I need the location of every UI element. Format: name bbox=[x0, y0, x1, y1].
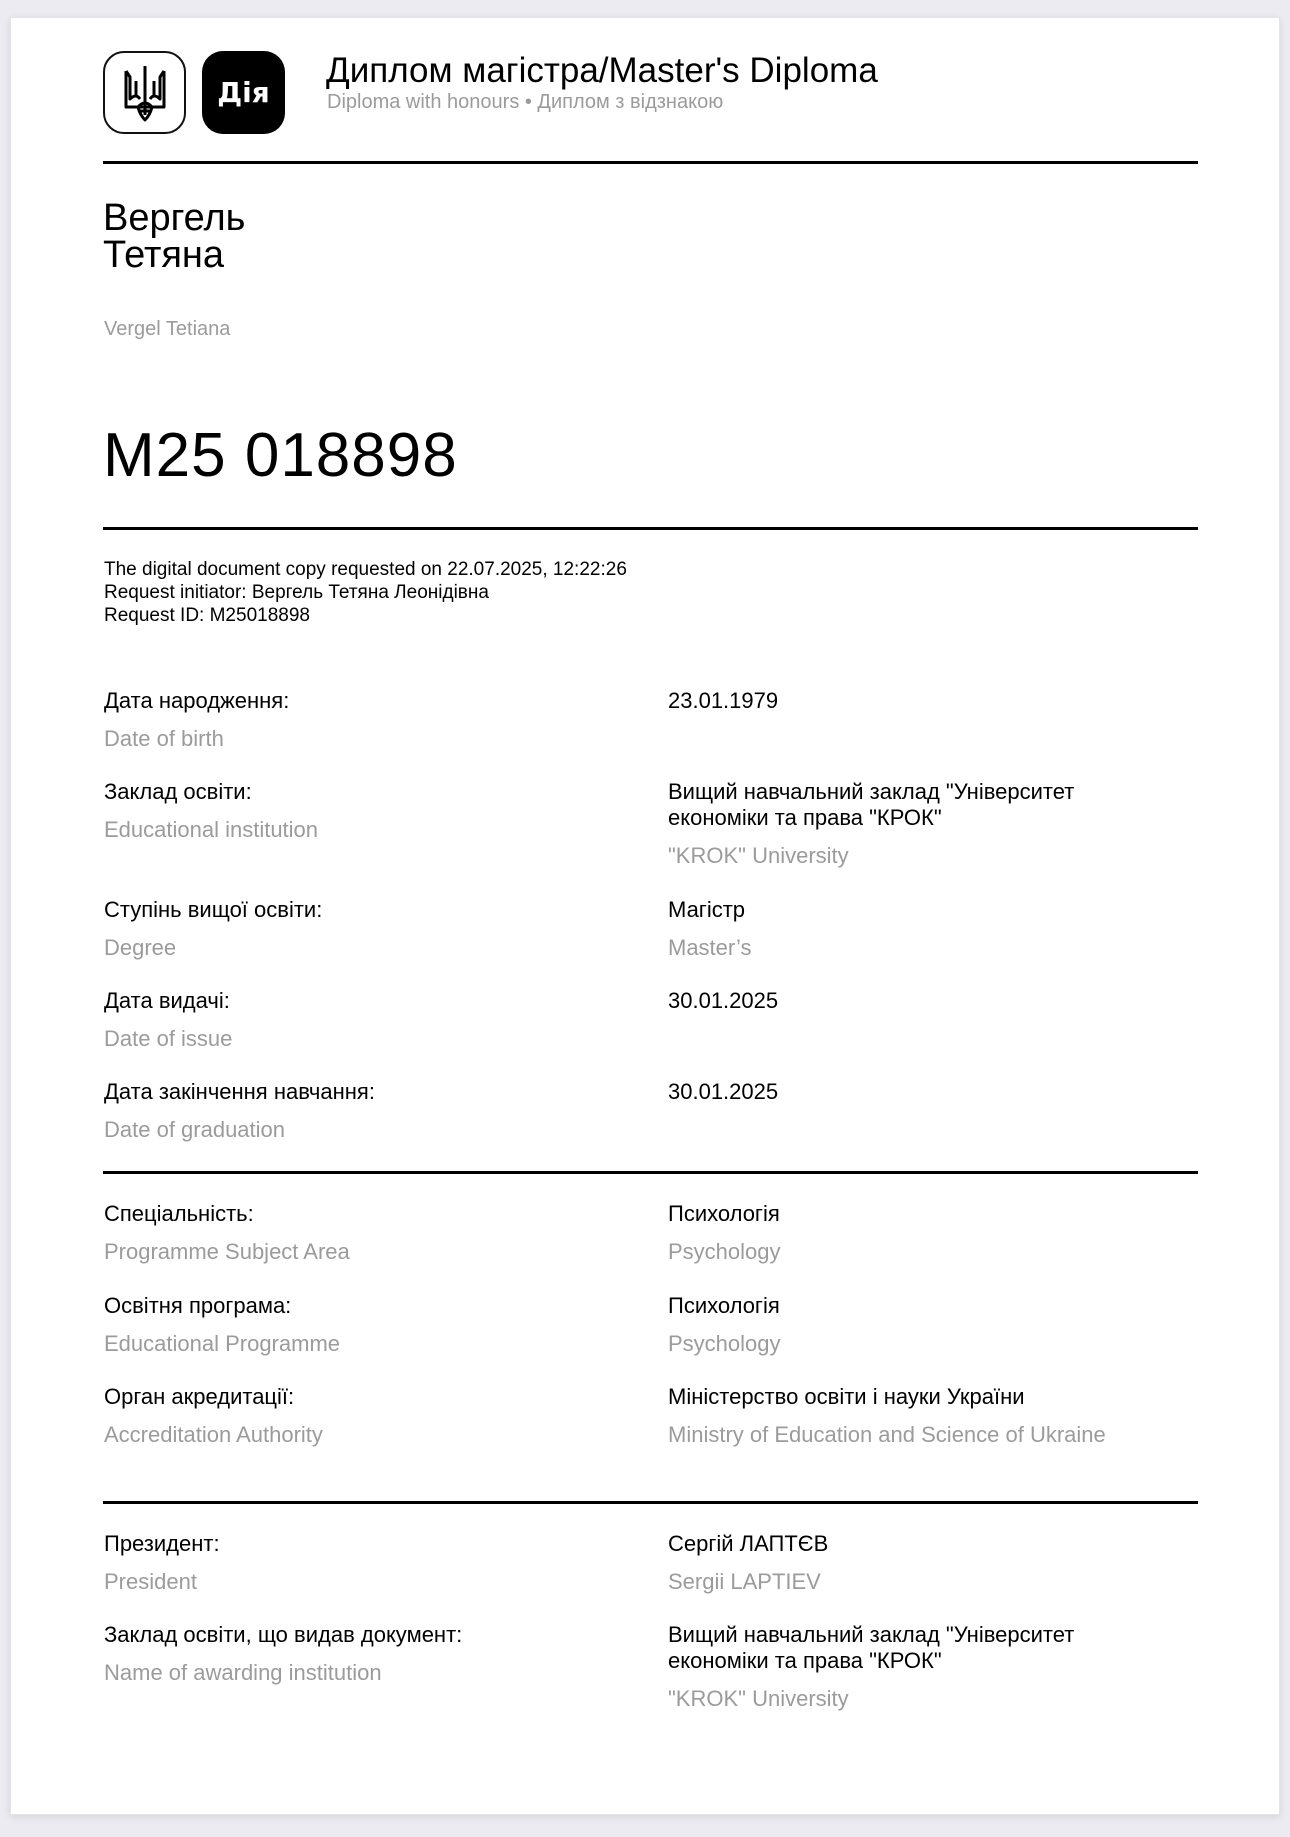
field-value: 30.01.2025 bbox=[668, 988, 779, 1013]
request-date: The digital document copy requested on 22.07.2025, 12:22:26 bbox=[104, 559, 627, 580]
field-value-en: "KROK" University bbox=[668, 1686, 849, 1711]
trident-emblem-icon bbox=[103, 51, 186, 134]
field-label: Заклад освіти: bbox=[104, 779, 252, 804]
field-value-en: Psychology bbox=[668, 1239, 781, 1264]
field-label-en: Programme Subject Area bbox=[104, 1239, 350, 1264]
divider bbox=[103, 1501, 1198, 1504]
trident-svg bbox=[122, 63, 168, 123]
divider bbox=[103, 527, 1198, 530]
document-number: M25 018898 bbox=[103, 421, 458, 490]
holder-surname: Вергель bbox=[103, 197, 246, 239]
divider bbox=[103, 161, 1198, 164]
field-label-en: President bbox=[104, 1569, 197, 1594]
request-info bbox=[104, 558, 627, 627]
field-label: Орган акредитації: bbox=[104, 1384, 295, 1409]
request-initiator: Request initiator: Вергель Тетяна Леонідівна bbox=[104, 582, 489, 603]
field-value: Міністерство освіти і науки України bbox=[668, 1384, 1025, 1409]
field-label: Заклад освіти, що видав документ: bbox=[104, 1622, 463, 1647]
field-value: Магістр bbox=[668, 897, 746, 922]
field-label-en: Educational Programme bbox=[104, 1331, 341, 1356]
field-value: Вищий навчальний заклад "Університет економіки та права "КРОК" bbox=[668, 779, 1075, 830]
field-value: 30.01.2025 bbox=[668, 1079, 779, 1104]
field-label-en: Date of graduation bbox=[104, 1117, 286, 1142]
field-label-en: Accreditation Authority bbox=[104, 1422, 323, 1447]
field-label-en: Date of issue bbox=[104, 1026, 233, 1051]
field-label: Спеціальність: bbox=[104, 1201, 254, 1226]
field-value-en: Sergii LAPTIEV bbox=[668, 1569, 821, 1594]
field-label-en: Educational institution bbox=[104, 817, 319, 842]
holder-given-name: Тетяна bbox=[103, 234, 225, 276]
field-value: 23.01.1979 bbox=[668, 688, 779, 713]
request-id: Request ID: M25018898 bbox=[104, 605, 310, 626]
field-label: Ступінь вищої освіти: bbox=[104, 897, 323, 922]
field-label: Дата народження: bbox=[104, 688, 290, 713]
document-subtitle: Diploma with honours • Диплом з відзнакою bbox=[327, 91, 724, 113]
field-value: Психологія bbox=[668, 1293, 780, 1318]
field-value-en: Psychology bbox=[668, 1331, 781, 1356]
field-value-en: "KROK" University bbox=[668, 843, 849, 868]
field-label-en: Date of birth bbox=[104, 726, 224, 751]
field-value: Психологія bbox=[668, 1201, 780, 1226]
header-logos bbox=[103, 51, 285, 134]
dia-logo bbox=[202, 51, 285, 134]
divider bbox=[103, 1171, 1198, 1174]
field-label: Дата закінчення навчання: bbox=[104, 1079, 375, 1104]
field-value: Сергій ЛАПТЄВ bbox=[668, 1531, 829, 1556]
holder-name bbox=[103, 197, 246, 276]
field-label: Дата видачі: bbox=[104, 988, 230, 1013]
field-value-en: Master’s bbox=[668, 935, 752, 960]
document-title: Диплом магістра/Master's Diploma bbox=[326, 51, 878, 90]
field-label-en: Name of awarding institution bbox=[104, 1660, 382, 1685]
field-label: Президент: bbox=[104, 1531, 220, 1556]
field-value: Вищий навчальний заклад "Університет економіки та права "КРОК" bbox=[668, 1622, 1075, 1673]
field-label-en: Degree bbox=[104, 935, 177, 960]
holder-latin-name: Vergel Tetiana bbox=[104, 318, 231, 340]
field-value-en: Ministry of Education and Science of Ukraine bbox=[668, 1422, 1106, 1447]
diploma-document bbox=[10, 17, 1280, 1815]
dia-logo-text: Дія bbox=[217, 76, 270, 109]
field-label: Освітня програма: bbox=[104, 1293, 292, 1318]
